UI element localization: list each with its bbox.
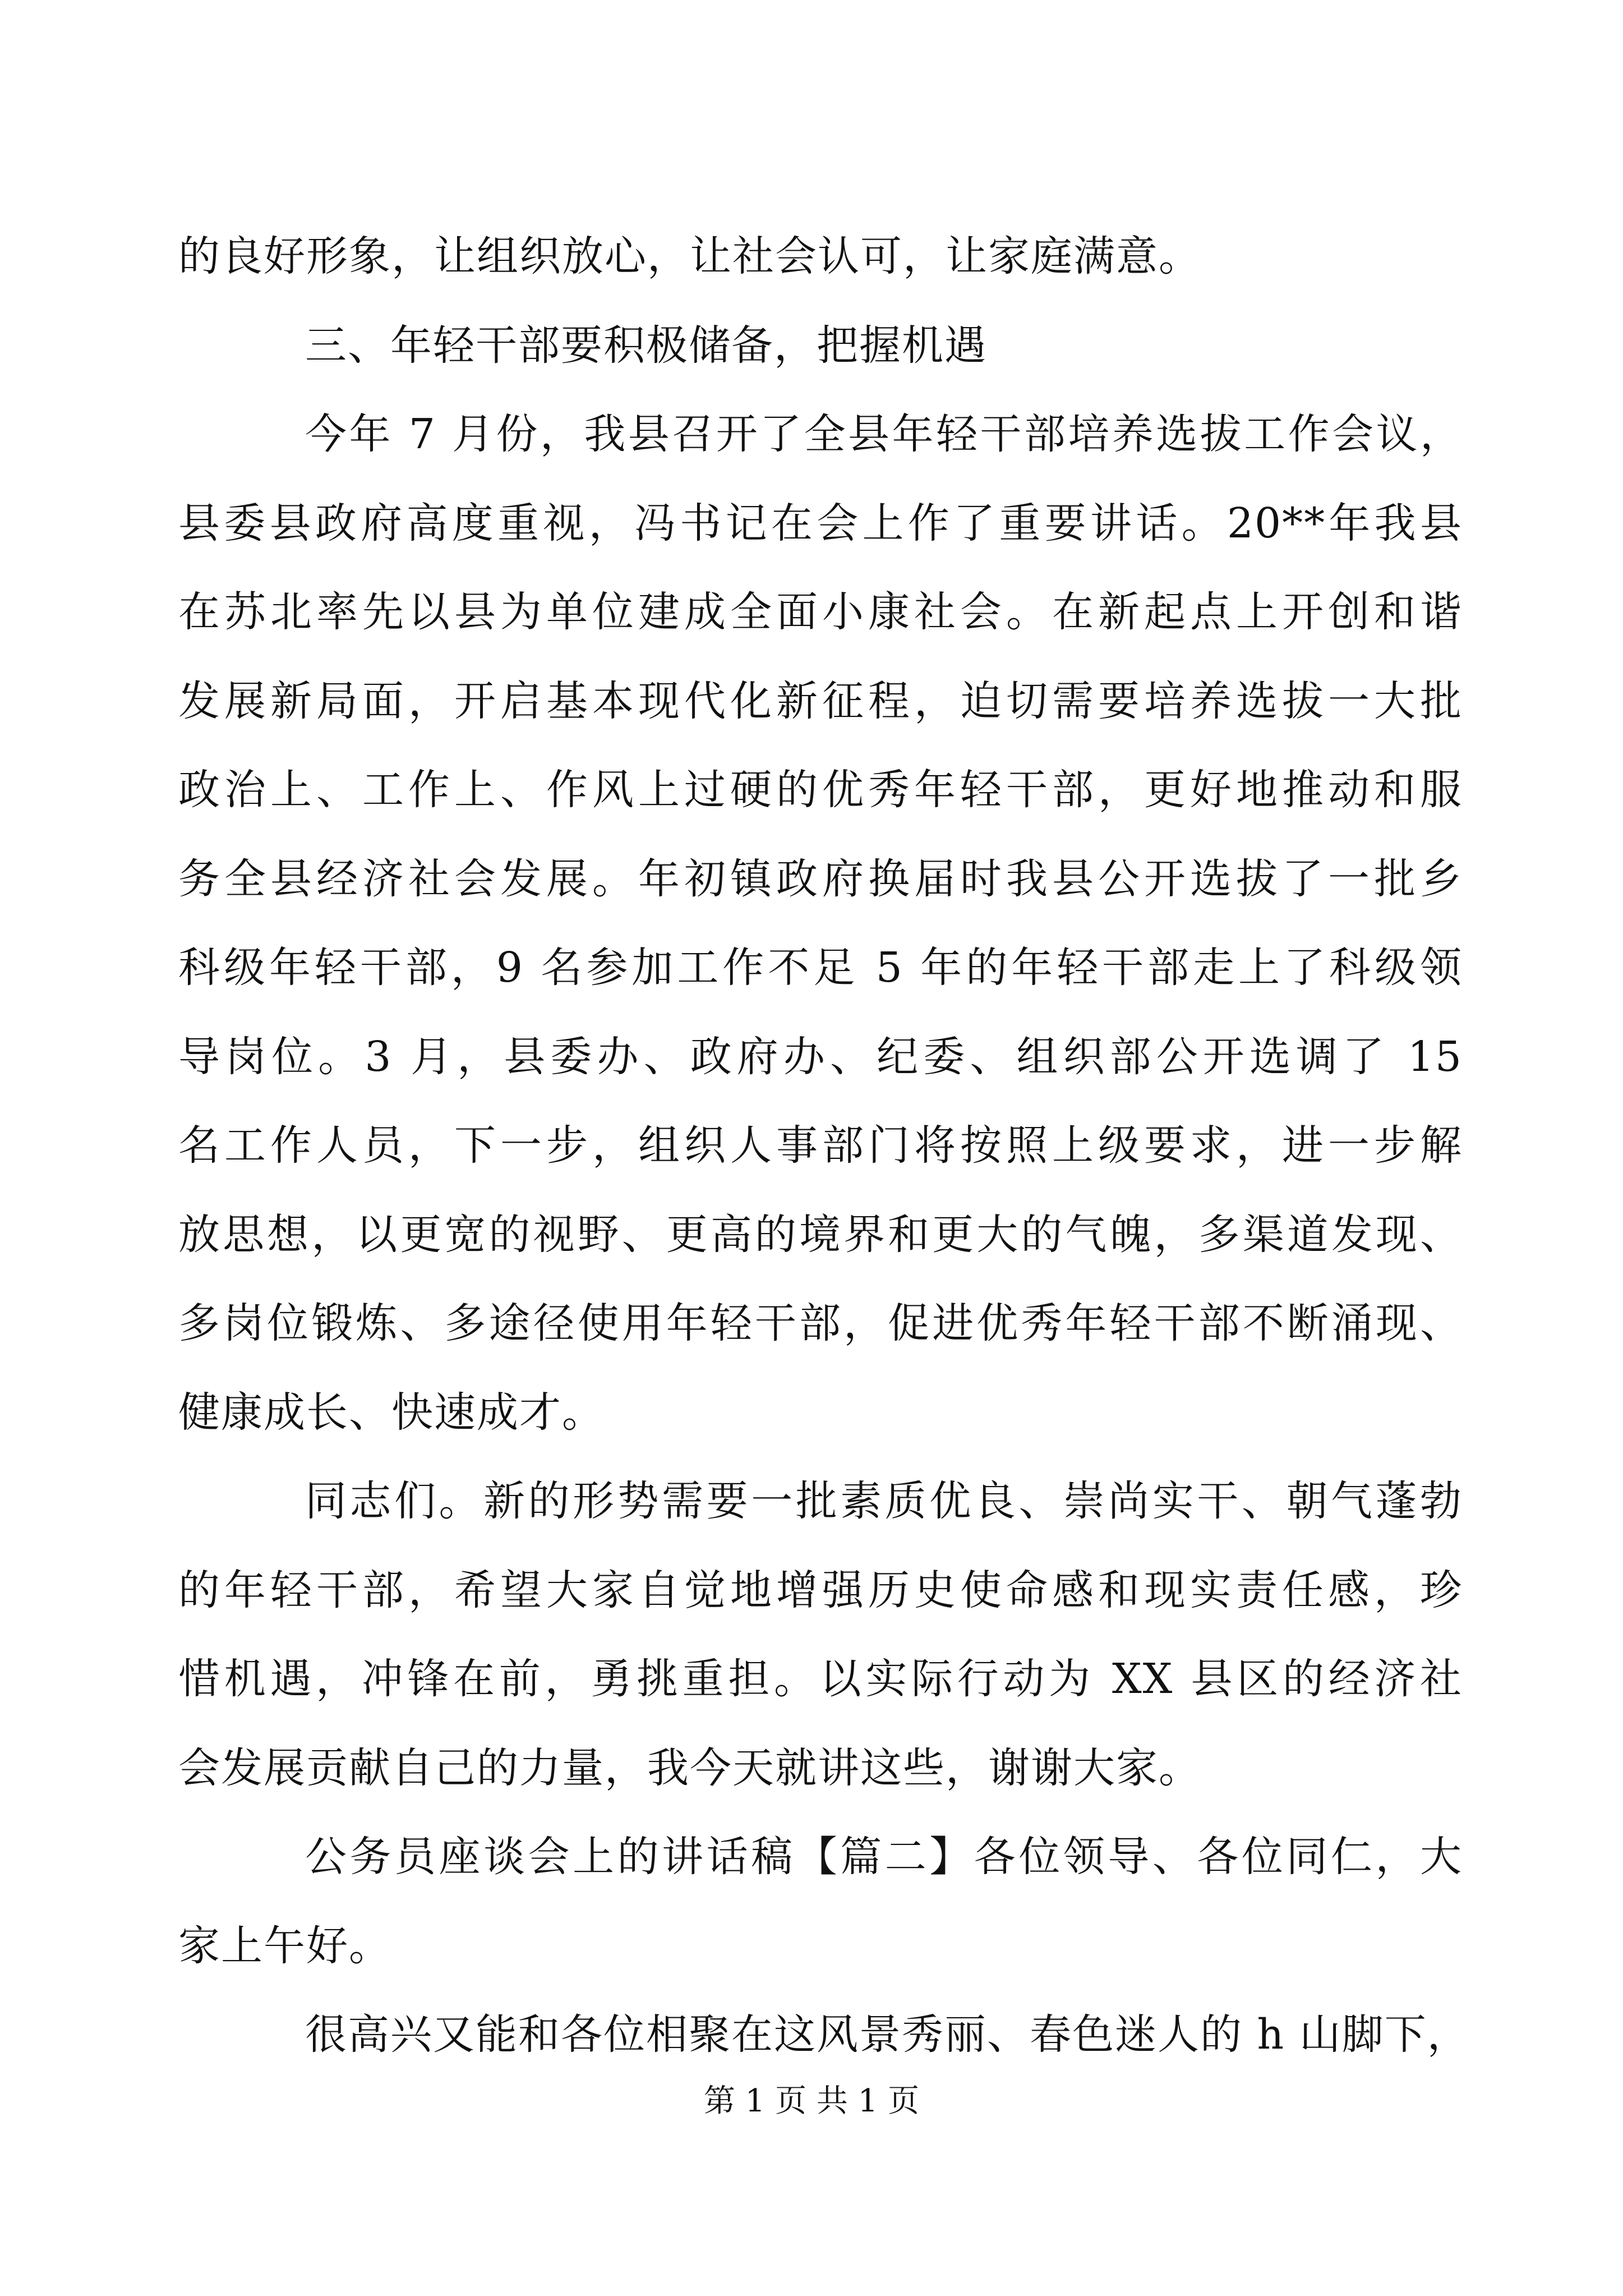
text-line: 今年 7 月份，我县召开了全县年轻干部培养选拔工作会议， <box>305 410 1463 458</box>
text-line: 务全县经济社会发展。年初镇政府换届时我县公开选拔了一批乡 <box>178 855 1463 903</box>
text-line: 多岗位锻炼、多途径使用年轻干部，促进优秀年轻干部不断涌现、 <box>178 1299 1463 1347</box>
text-line: 同志们。新的形势需要一批素质优良、崇尚实干、朝气蓬勃 <box>305 1477 1463 1525</box>
text-line: 会发展贡献自己的力量，我今天就讲这些，谢谢大家。 <box>178 1744 1201 1792</box>
text-line: 名工作人员，下一步，组织人事部门将按照上级要求，进一步解 <box>178 1121 1463 1170</box>
text-line: 县委县政府高度重视，冯书记在会上作了重要讲话。20**年我县 <box>178 499 1463 547</box>
section-heading: 三、年轻干部要积极储备，把握机遇 <box>305 321 987 370</box>
text-line: 导岗位。3 月，县委办、政府办、纪委、组织部公开选调了 15 <box>178 1033 1463 1081</box>
text-line: 健康成长、快速成才。 <box>178 1388 605 1437</box>
text-line: 公务员座谈会上的讲话稿【篇二】各位领导、各位同仁，大 <box>305 1833 1463 1881</box>
text-line: 科级年轻干部，9 名参加工作不足 5 年的年轻干部走上了科级领 <box>178 944 1463 992</box>
text-line: 很高兴又能和各位相聚在这风景秀丽、春色迷人的 h 山脚下， <box>305 2010 1470 2059</box>
text-line: 发展新局面，开启基本现代化新征程，迫切需要培养选拔一大批 <box>178 677 1463 725</box>
page-footer: 第 1 页 共 1 页 <box>703 2083 920 2119</box>
text-line: 的年轻干部，希望大家自觉地增强历史使命感和现实责任感，珍 <box>178 1566 1463 1614</box>
text-line: 政治上、工作上、作风上过硬的优秀年轻干部，更好地推动和服 <box>178 766 1463 814</box>
text-line: 家上午好。 <box>178 1922 391 1970</box>
text-line: 放思想，以更宽的视野、更高的境界和更大的气魄，多渠道发现、 <box>178 1211 1463 1259</box>
text-line: 在苏北率先以县为单位建成全面小康社会。在新起点上开创和谐 <box>178 588 1463 636</box>
text-line: 惜机遇，冲锋在前，勇挑重担。以实际行动为 XX 县区的经济社 <box>178 1655 1463 1703</box>
text-line: 的良好形象，让组织放心，让社会认可，让家庭满意。 <box>178 232 1201 280</box>
